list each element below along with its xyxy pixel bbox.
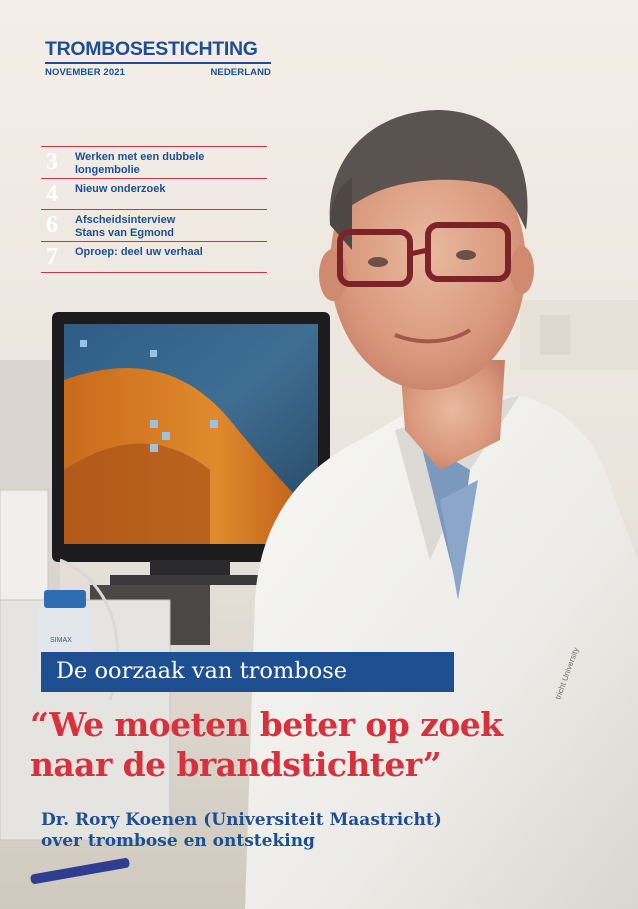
table-of-contents xyxy=(41,146,267,273)
toc-title: Werken met een dubbele longembolie xyxy=(75,151,205,176)
toc-page-number: 3 xyxy=(46,149,58,175)
coat-label: tricht University xyxy=(553,646,581,701)
masthead-divider xyxy=(45,62,271,64)
issue-date: NOVEMBER 2021 xyxy=(45,67,125,78)
toc-title: Afscheidsinterview Stans van Egmond xyxy=(75,214,176,239)
country-label: NEDERLAND xyxy=(210,67,271,78)
toc-page-number: 6 xyxy=(46,212,58,238)
toc-title: Nieuw onderzoek xyxy=(75,183,166,195)
toc-item[interactable] xyxy=(41,209,267,241)
toc-title: Oproep: deel uw verhaal xyxy=(75,246,203,258)
toc-page-number: 7 xyxy=(46,244,58,270)
cover-headline: “We moeten beter op zoek naar de brandstichter” xyxy=(30,705,503,784)
toc-page-number: 4 xyxy=(46,181,58,207)
toc-item[interactable] xyxy=(41,178,267,209)
bottle-label: SIMAX xyxy=(50,637,72,644)
cover-byline: Dr. Rory Koenen (Universiteit Maastricht) over trombose en ontsteking xyxy=(41,810,442,851)
masthead xyxy=(45,38,271,78)
topic-title: De oorzaak van trombose xyxy=(56,658,348,684)
toc-item[interactable] xyxy=(41,146,267,178)
topic-banner xyxy=(41,652,454,692)
brand-logo: TROMBOSESTICHTING xyxy=(45,38,258,60)
masthead-meta xyxy=(45,67,271,78)
toc-item[interactable] xyxy=(41,241,267,273)
